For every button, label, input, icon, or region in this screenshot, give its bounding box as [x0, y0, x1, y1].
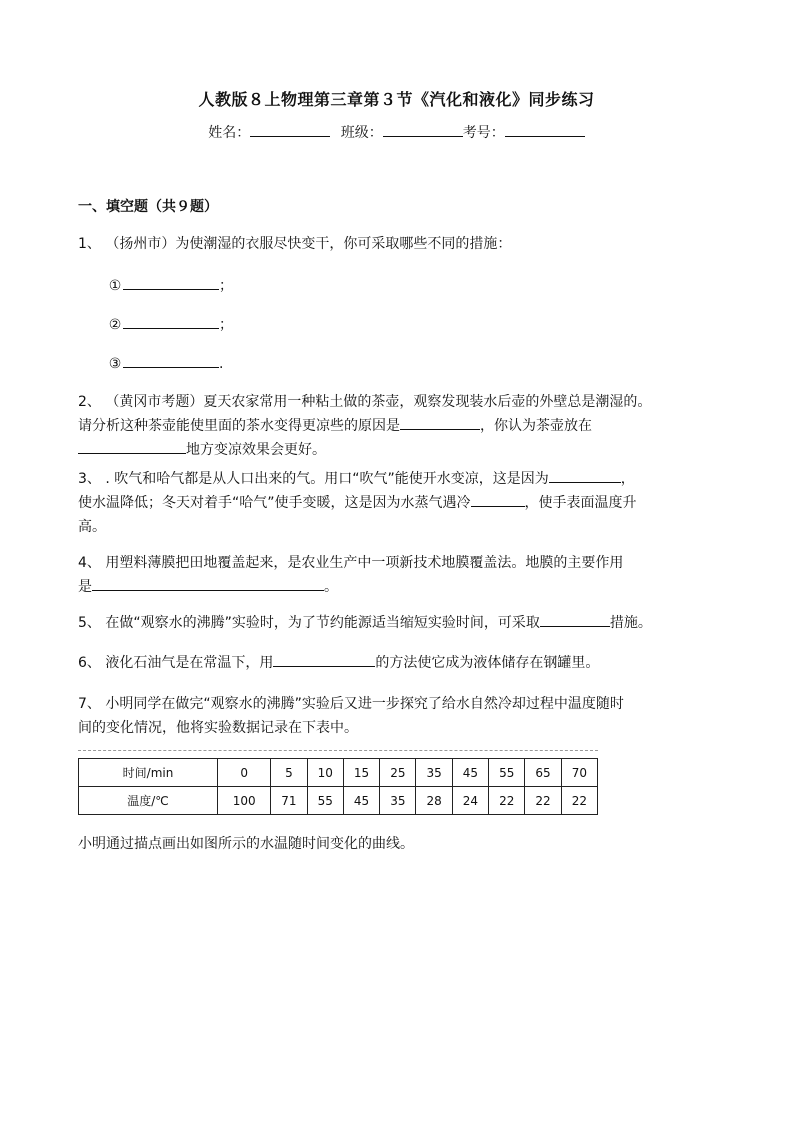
q2-text-b: ，你认为茶壶放在 [480, 418, 592, 434]
table-cell: 71 [271, 787, 307, 815]
answer-blank[interactable] [549, 468, 621, 483]
name-label: 姓名： [208, 125, 251, 141]
q2-line-1: 2、 （黄冈市考题）夏天农家常用一种粘土做的茶壶，观察发现装水后壶的外壁总是潮湿的。 [78, 394, 652, 410]
question-1 [78, 232, 718, 256]
q7-after-text: 小明通过描点画出如图所示的水温随时间变化的曲线。 [78, 836, 414, 852]
q2-text-c: 地方变凉效果会更好。 [186, 442, 326, 458]
table-cell: 100 [218, 787, 271, 815]
table-row-time [79, 759, 598, 787]
q3-line-1 [78, 467, 718, 491]
answer-blank[interactable] [123, 275, 219, 290]
table-cell: 35 [380, 787, 416, 815]
class-blank[interactable] [383, 122, 463, 137]
item-end: ； [219, 278, 233, 294]
q4-text-a: 是 [78, 579, 92, 595]
answer-blank[interactable] [123, 314, 219, 329]
table-cell: 5 [271, 759, 307, 787]
answer-blank[interactable] [400, 415, 480, 430]
q3-text-d: ，使手表面温度升 [524, 495, 637, 511]
data-table [78, 758, 598, 815]
q4-text-b: 。 [324, 579, 338, 595]
table-cell: 22 [561, 787, 597, 815]
table-cell: 22 [489, 787, 525, 815]
name-blank[interactable] [250, 122, 330, 137]
item-number: ③ [108, 356, 122, 372]
q5-text-b: 措施。 [609, 615, 652, 631]
answer-blank[interactable] [92, 576, 324, 591]
q6-text-b: 的方法使它成为液体储存在钢罐里。 [375, 655, 600, 671]
q4-line-1: 4、 用塑料薄膜把田地覆盖起来，是农业生产中一项新技术地膜覆盖法。地膜的主要作用 [78, 555, 624, 571]
question-5 [78, 611, 718, 635]
question-7 [78, 692, 718, 740]
table-cell: 55 [307, 787, 343, 815]
q1-item-2 [107, 314, 233, 334]
q3-line-2 [78, 491, 718, 515]
q2-text-a: 请分析这种茶壶能使里面的茶水变得更凉些的原因是 [78, 418, 400, 434]
table-scan-edge [78, 750, 598, 754]
table-cell: 0 [218, 759, 271, 787]
q2-line-2 [78, 414, 718, 438]
table-cell: 55 [489, 759, 525, 787]
item-end: ； [219, 317, 233, 333]
table-cell: 10 [307, 759, 343, 787]
table-cell: 35 [416, 759, 452, 787]
q3-text-c: 使水温降低；冬天对着手“哈气”使手变暖，这是因为水蒸气遇冷 [78, 495, 471, 511]
section-heading: 一、填空题（共９题） [78, 199, 218, 215]
student-info-line [0, 122, 793, 142]
item-end: . [219, 356, 224, 372]
exam-blank[interactable] [505, 122, 585, 137]
row-header: 时间/min [79, 759, 218, 787]
q3-text-b: ， [620, 471, 635, 487]
q2-line-3 [78, 438, 718, 462]
table-cell: 22 [525, 787, 561, 815]
q6-text-a: 6、 液化石油气是在常温下，用 [78, 655, 274, 671]
item-number: ① [108, 278, 122, 294]
table-cell: 28 [416, 787, 452, 815]
q1-item-1 [107, 275, 233, 295]
table-cell: 45 [452, 759, 488, 787]
class-label: 班级： [340, 125, 383, 141]
table-cell: 15 [343, 759, 379, 787]
item-number: ② [108, 317, 122, 333]
table-cell: 70 [561, 759, 597, 787]
q3-text-a: 3、 . 吹气和哈气都是从人口出来的气。用口“吹气”能使开水变凉，这是因为 [78, 471, 549, 487]
exam-label: 考号： [462, 125, 505, 141]
q3-line-3: 高。 [78, 519, 106, 535]
answer-blank[interactable] [78, 439, 186, 454]
answer-blank[interactable] [540, 612, 610, 627]
table-cell: 24 [452, 787, 488, 815]
question-3 [78, 467, 718, 539]
question-1-text: 1、 （扬州市）为使潮湿的衣服尽快变干，你可采取哪些不同的措施： [78, 236, 512, 252]
question-4 [78, 551, 718, 599]
row-header: 温度/℃ [79, 787, 218, 815]
q7-line-1: 7、 小明同学在做完“观察水的沸腾”实验后又进一步探究了给水自然冷却过程中温度随时 [78, 696, 624, 712]
q5-text-a: 5、 在做“观察水的沸腾”实验时，为了节约能源适当缩短实验时间，可采取 [78, 615, 540, 631]
question-2 [78, 390, 718, 462]
q7-line-2: 间的变化情况，他将实验数据记录在下表中。 [78, 720, 358, 736]
table-row-temperature [79, 787, 598, 815]
table-cell: 25 [380, 759, 416, 787]
q4-line-2 [78, 575, 718, 599]
question-6 [78, 651, 718, 675]
table-cell: 65 [525, 759, 561, 787]
q1-item-3 [107, 353, 223, 372]
page-title: 人教版８上物理第三章第３节《汽化和液化》同步练习 [198, 90, 595, 109]
answer-blank[interactable] [471, 492, 525, 507]
answer-blank[interactable] [123, 353, 219, 368]
table-cell: 45 [343, 787, 379, 815]
answer-blank[interactable] [273, 652, 375, 667]
